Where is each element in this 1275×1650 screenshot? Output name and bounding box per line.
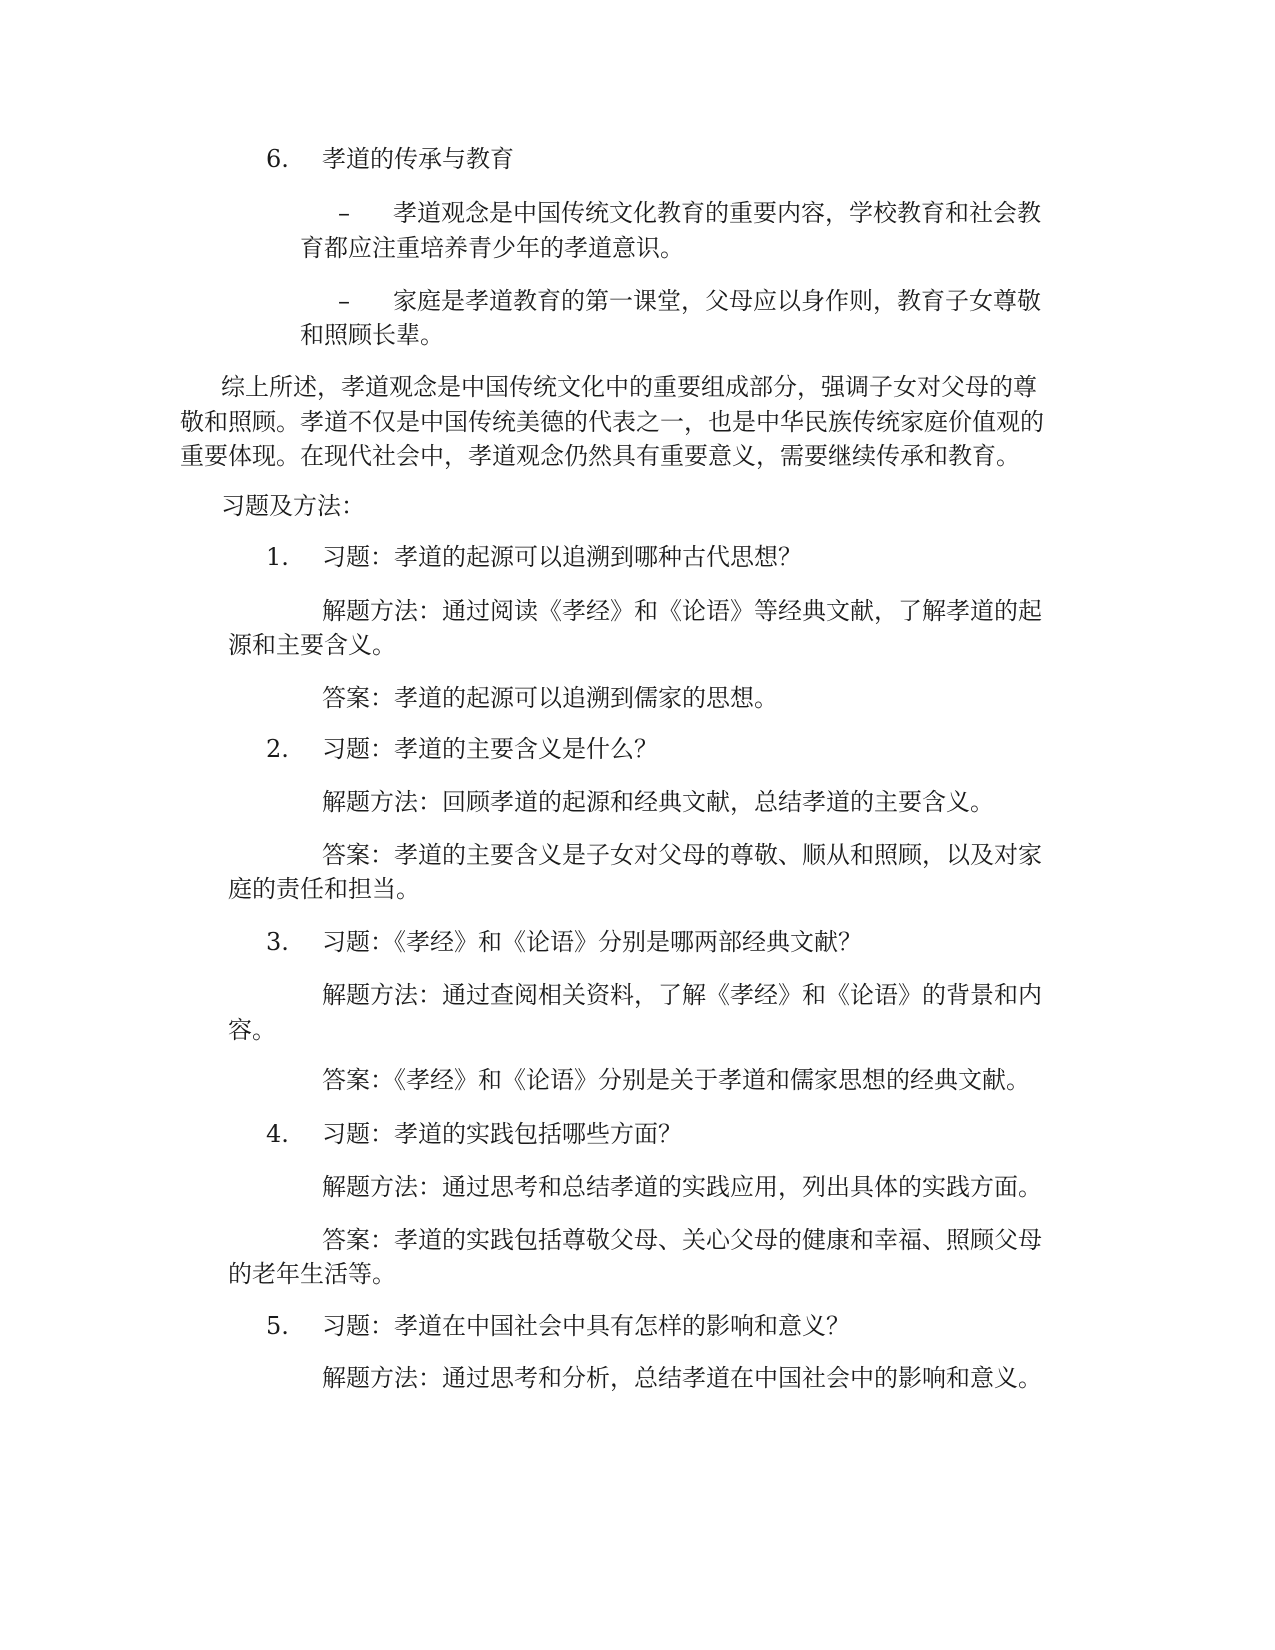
- summary-text: 综上所述，孝道观念是中国传统文化中的重要组成部分，强调子女对父母的尊: [221, 373, 1037, 401]
- summary-text: 敬和照顾。孝道不仅是中国传统美德的代表之一，也是中华民族传统家庭价值观的: [180, 408, 1044, 436]
- bullet-text: 育都应注重培养青少年的孝道意识。: [300, 234, 684, 262]
- exercise-method: 解题方法：通过思考和分析，总结孝道在中国社会中的影响和意义。: [322, 1364, 1042, 1392]
- exercise-method: 源和主要含义。: [228, 631, 396, 659]
- exercise-answer: 答案：孝道的实践包括尊敬父母、关心父母的健康和幸福、照顾父母: [322, 1226, 1042, 1254]
- exercises-heading: 习题及方法：: [221, 492, 365, 520]
- exercise-answer: 的老年生活等。: [228, 1260, 396, 1288]
- bullet-text: 家庭是孝道教育的第一课堂，父母应以身作则，教育子女尊敬: [393, 287, 1041, 315]
- exercise-answer: 答案：孝道的起源可以追溯到儒家的思想。: [322, 684, 778, 712]
- bullet-marker: –: [338, 287, 350, 315]
- exercise-number: 1.: [266, 543, 289, 571]
- exercise-answer: 答案：孝道的主要含义是子女对父母的尊敬、顺从和照顾，以及对家: [322, 841, 1042, 869]
- exercise-answer: 答案：《孝经》和《论语》分别是关于孝道和儒家思想的经典文献。: [322, 1066, 1030, 1094]
- exercise-method: 解题方法：通过思考和总结孝道的实践应用，列出具体的实践方面。: [322, 1173, 1042, 1201]
- summary-text: 重要体现。在现代社会中，孝道观念仍然具有重要意义，需要继续传承和教育。: [180, 442, 1020, 470]
- exercise-number: 4.: [266, 1120, 289, 1148]
- bullet-text: 和照顾长辈。: [300, 321, 444, 349]
- exercise-question: 习题：孝道的起源可以追溯到哪种古代思想？: [322, 543, 802, 571]
- exercise-question: 习题：《孝经》和《论语》分别是哪两部经典文献？: [322, 928, 862, 956]
- exercise-question: 习题：孝道的实践包括哪些方面？: [322, 1120, 682, 1148]
- exercise-method: 解题方法：通过阅读《孝经》和《论语》等经典文献，了解孝道的起: [322, 597, 1042, 625]
- exercise-method: 解题方法：通过查阅相关资料，了解《孝经》和《论语》的背景和内: [322, 981, 1042, 1009]
- exercise-answer: 庭的责任和担当。: [228, 875, 420, 903]
- bullet-marker: –: [338, 199, 350, 227]
- exercise-number: 5.: [266, 1312, 289, 1340]
- exercise-question: 习题：孝道在中国社会中具有怎样的影响和意义？: [322, 1312, 850, 1340]
- exercise-method: 容。: [228, 1016, 276, 1044]
- exercise-number: 3.: [266, 928, 289, 956]
- exercise-number: 2.: [266, 735, 289, 763]
- section-title: 孝道的传承与教育: [322, 145, 514, 173]
- bullet-text: 孝道观念是中国传统文化教育的重要内容，学校教育和社会教: [393, 199, 1041, 227]
- section-number: 6.: [266, 145, 289, 173]
- exercise-method: 解题方法：回顾孝道的起源和经典文献，总结孝道的主要含义。: [322, 788, 994, 816]
- exercise-question: 习题：孝道的主要含义是什么？: [322, 735, 658, 763]
